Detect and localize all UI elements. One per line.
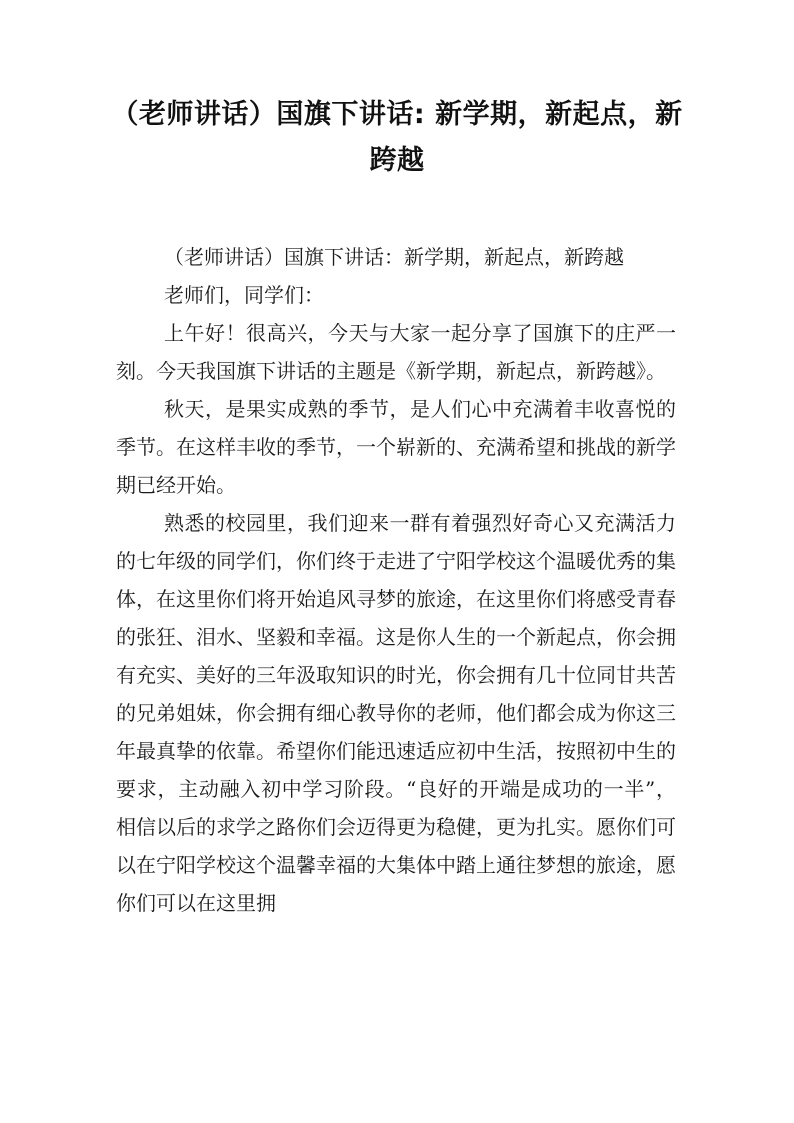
paragraph-salutation: 老师们，同学们：: [164, 283, 324, 307]
document-body: [116, 238, 676, 922]
paragraph-campus: 熟悉的校园里，我们迎来一群有着强烈好奇心又充满活力的七年级的同学们，你们终于走进了宁阳学校这个温暖优秀的集体，在这里你们将开始追风寻梦的旅途，在这里你们将感受青春的张狂、泪水、坚毅和幸福。这是你人生的一个新起点，你会拥有充实、美好的三年汲取知识的时光，你会拥有几十位同甘共苦的兄弟姐妹，你会拥有细心教导你的老师，他们都会成为你这三年最真挚的依靠。希望你们能迅速适应初中生活，按照初中生的要求，主动融入初中学习阶段。“良好的开端是成功的一半”，相信以后的求学之路你们会迈得更为稳健，更为扎实。愿你们可以在宁阳学校这个温馨幸福的大集体中踏上通往梦想的旅途，愿你们可以在这里拥: [116, 511, 676, 915]
paragraph-autumn: 秋天，是果实成熟的季节，是人们心中充满着丰收喜悦的季节。在这样丰收的季节，一个崭新的、充满希望和挑战的新学期已经开始。: [116, 397, 676, 497]
document-title: （老师讲话）国旗下讲话: 新学期，新起点，新跨越: [111, 99, 683, 176]
paragraph-subtitle: （老师讲话）国旗下讲话：新学期，新起点，新跨越: [164, 245, 624, 269]
paragraph-greeting: 上午好！很高兴，今天与大家一起分享了国旗下的庄严一刻。今天我国旗下讲话的主题是《新学期，新起点，新跨越》。: [116, 321, 676, 383]
